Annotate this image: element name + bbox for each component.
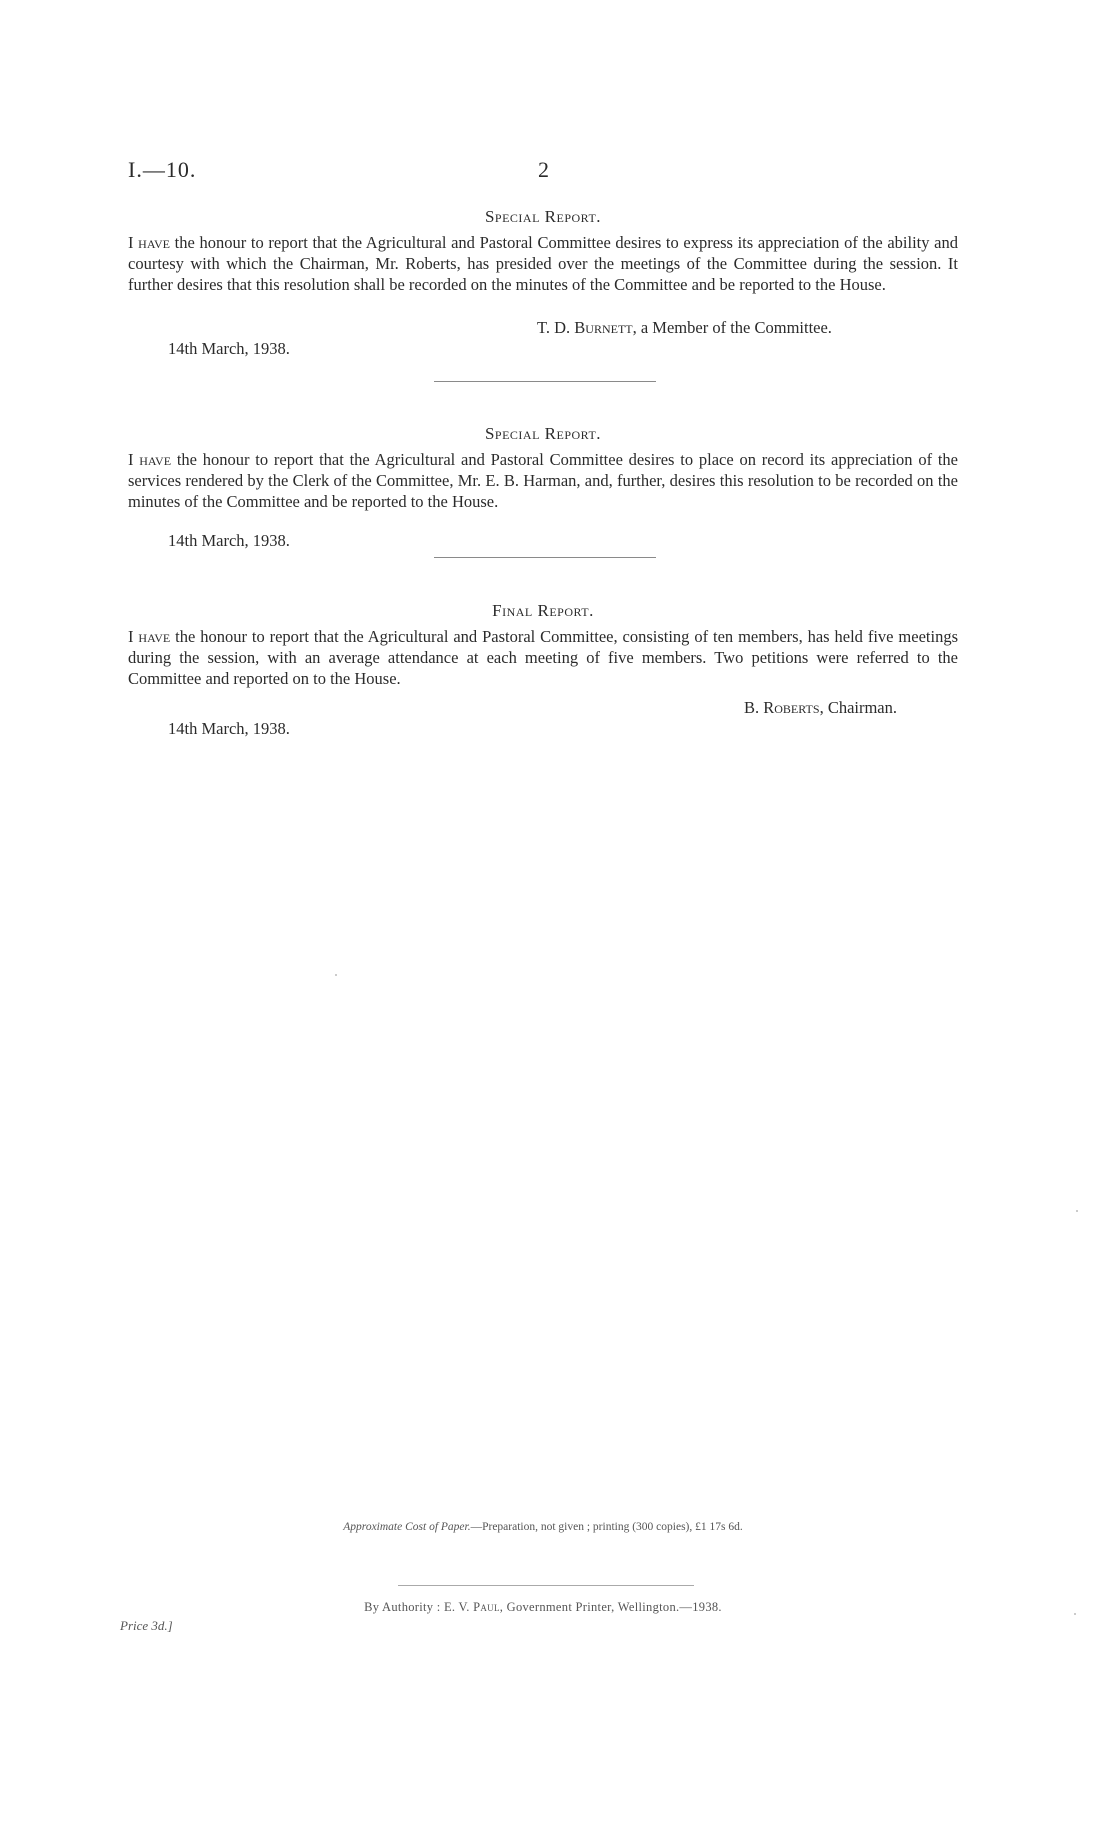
lead-words: I have (128, 627, 171, 646)
price-note: Price 3d.] (120, 1618, 173, 1633)
signatory-name: B. Roberts (744, 698, 820, 717)
report-date: 14th March, 1938. (168, 339, 290, 358)
section-heading: Special Report. (484, 207, 602, 226)
report-date: 14th March, 1938. (168, 719, 290, 738)
scan-speck (335, 974, 337, 976)
paragraph-text: the honour to report that the Agricultural and Pastoral Committee desires to place on record its appreciation of the services rendered by the Clerk of the Committee, Mr. E. B. Harman, and, further, desires this resolution to be recorded on the minutes of the Committee and be reported to the House. (128, 450, 958, 511)
paragraph-text: the honour to report that the Agricultural and Pastoral Committee, consisting of ten members, has held five meetings during the session, with an average attendance at each meeting of five members. Two petitions were referred to the Committee and reported on to the House. (128, 627, 958, 688)
lead-words: I have (128, 233, 170, 252)
scan-speck (1074, 1613, 1076, 1615)
document-code: I.—10. (128, 157, 197, 182)
footer-divider (398, 1585, 694, 1586)
signature (537, 318, 832, 338)
paragraph-text: the honour to report that the Agricultural and Pastoral Committee desires to express its appreciation of the ability and courtesy with which the Chairman, Mr. Roberts, has presided over the meetings of the Committee during the session. It further desires that this resolution shall be recorded on the minutes of the Committee and be reported to the House. (128, 233, 958, 294)
section-heading: Final Report. (492, 601, 594, 620)
scan-speck (1076, 1210, 1078, 1212)
authority-suffix: , Government Printer, Wellington.—1938. (499, 1600, 722, 1614)
page-number: 2 (538, 157, 549, 182)
report-paragraph (128, 449, 958, 512)
section-heading: Special Report. (484, 424, 602, 443)
cost-label: Approximate Cost of Paper. (343, 1521, 471, 1533)
section-divider (434, 557, 656, 558)
authority-name: E. V. Paul (443, 1600, 500, 1614)
section-divider (434, 381, 656, 382)
printer-authority (128, 1600, 958, 1615)
signature (744, 698, 897, 718)
report-paragraph (128, 232, 958, 295)
report-date: 14th March, 1938. (168, 531, 290, 550)
cost-text: —Preparation, not given ; printing (300 copies), £1 17s 6d. (470, 1521, 743, 1533)
signatory-name: T. D. Burnett (537, 318, 633, 337)
signatory-role: , a Member of the Committee. (632, 318, 832, 337)
authority-prefix: By Authority : (364, 1600, 444, 1614)
lead-words: I have (128, 450, 172, 469)
cost-note (128, 1521, 958, 1533)
report-paragraph (128, 626, 958, 689)
signatory-role: , Chairman. (819, 698, 898, 717)
